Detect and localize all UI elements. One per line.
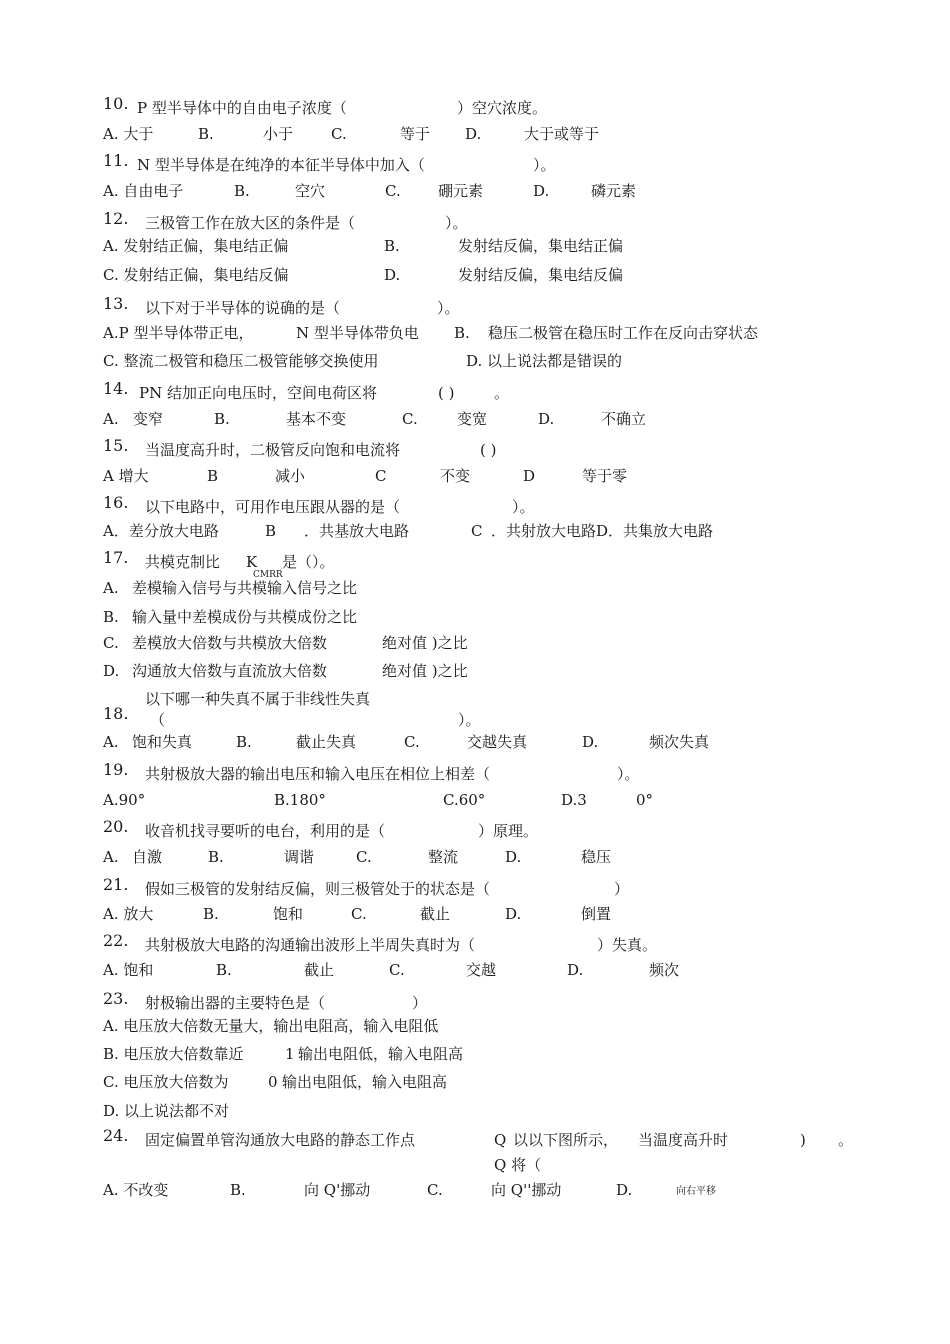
option-text: 基本不变 bbox=[286, 410, 347, 428]
option-text: D. 以上说法都不对 bbox=[103, 1102, 230, 1120]
option-text: 绝对值 )之比 bbox=[382, 662, 468, 680]
option-text: 绝对值 )之比 bbox=[382, 634, 468, 652]
option-text: 减小 bbox=[275, 467, 306, 485]
option-text: A. 大于 bbox=[103, 125, 154, 143]
option-text: D. 以上说法都是错误的 bbox=[466, 352, 623, 370]
question-number: 11. bbox=[103, 151, 129, 170]
option-text: 等于零 bbox=[582, 467, 628, 485]
option-letter: D. bbox=[103, 662, 120, 680]
option-letter: C. bbox=[356, 848, 372, 866]
option-letter: D. bbox=[505, 848, 522, 866]
option-text: ．共射放大电路D．共集放大电路 bbox=[491, 522, 714, 540]
option-text: 磷元素 bbox=[591, 182, 637, 200]
question-stem: ( ) bbox=[480, 441, 497, 459]
option-letter: B. bbox=[208, 848, 224, 866]
option-letter: B. bbox=[214, 410, 230, 428]
option-letter: B bbox=[207, 467, 219, 485]
option-letter: A. bbox=[103, 410, 119, 428]
option-letter: C. bbox=[402, 410, 418, 428]
question-stem: ）原理。 bbox=[478, 822, 539, 840]
question-stem-subscript: CMRR bbox=[253, 570, 283, 580]
option-letter: C. bbox=[389, 961, 405, 979]
option-text: 小于 bbox=[263, 125, 294, 143]
question-stem: 以下哪一种失真不属于非线性失真 bbox=[145, 690, 371, 708]
option-text: A. 放大 bbox=[103, 905, 154, 923]
option-text: ．共基放大电路 bbox=[304, 522, 410, 540]
option-letter: B. bbox=[203, 905, 219, 923]
option-text: 发射结反偏，集电结正偏 bbox=[458, 237, 624, 255]
question-stem: ）。 bbox=[458, 711, 481, 729]
option-text: A. 发射结正偏，集电结正偏 bbox=[103, 237, 289, 255]
option-text: A. 饱和 bbox=[103, 961, 154, 979]
option-text: A. 自由电子 bbox=[103, 182, 184, 200]
option-text: 不确立 bbox=[601, 410, 647, 428]
question-stem: 。 bbox=[838, 1131, 854, 1149]
question-stem: 以下电路中，可用作电压跟从器的是（ bbox=[145, 498, 401, 516]
option-letter: D. bbox=[616, 1181, 633, 1199]
option-text: 差模输入信号与共模输入信号之比 bbox=[132, 579, 358, 597]
question-stem: ）。 bbox=[437, 299, 460, 317]
option-text: A 增大 bbox=[103, 467, 149, 485]
question-number: 19. bbox=[103, 760, 129, 779]
option-letter: B. bbox=[454, 324, 470, 342]
question-stem: 固定偏置单管沟通放大电路的静态工作点 bbox=[145, 1131, 416, 1149]
question-stem: 假如三极管的发射结反偏，则三极管处于的状态是（ bbox=[145, 880, 491, 898]
option-text: 差模放大倍数与共模放大倍数 bbox=[132, 634, 328, 652]
option-text: 向 Q'挪动 bbox=[304, 1181, 371, 1199]
option-letter: D. bbox=[567, 961, 584, 979]
option-text: 饱和 bbox=[273, 905, 304, 923]
option-text: 稳压 bbox=[581, 848, 612, 866]
option-text: C.60° bbox=[443, 791, 486, 809]
question-stem: 当温度高升时 bbox=[638, 1131, 729, 1149]
option-text: 发射结反偏，集电结反偏 bbox=[458, 266, 624, 284]
option-letter: C bbox=[471, 522, 483, 540]
option-letter: D. bbox=[582, 733, 599, 751]
option-text: 0 bbox=[268, 1073, 278, 1091]
question-number: 24. bbox=[103, 1126, 129, 1145]
question-number: 10. bbox=[103, 94, 129, 113]
option-letter: D bbox=[523, 467, 536, 485]
option-letter: B. bbox=[234, 182, 250, 200]
question-stem: Q bbox=[494, 1131, 507, 1149]
option-letter: B bbox=[265, 522, 277, 540]
option-text: 稳压二极管在稳压时工作在反向击穿状态 bbox=[488, 324, 759, 342]
question-stem: ( ) bbox=[438, 384, 455, 402]
question-stem: ）空穴浓度。 bbox=[457, 99, 548, 117]
option-text: 不变 bbox=[440, 467, 471, 485]
question-number: 23. bbox=[103, 989, 129, 1008]
option-text: 变宽 bbox=[457, 410, 488, 428]
question-number: 13. bbox=[103, 294, 129, 313]
option-letter: A. bbox=[103, 733, 119, 751]
option-text: 输出电阻低，输入电阻高 bbox=[282, 1073, 448, 1091]
option-letter: D. bbox=[465, 125, 482, 143]
question-number: 17. bbox=[103, 548, 129, 567]
question-stem: 。 bbox=[494, 384, 510, 402]
option-text: 大于或等于 bbox=[524, 125, 600, 143]
option-text: 自激 bbox=[132, 848, 163, 866]
question-stem: 射极输出器的主要特色是（ bbox=[145, 994, 326, 1012]
question-stem: ）。 bbox=[617, 765, 640, 783]
question-stem: Q 将（ bbox=[494, 1156, 542, 1174]
option-text: A．差分放大电路 bbox=[103, 522, 219, 540]
question-stem: 共射极放大器的输出电压和输入电压在相位上相差（ bbox=[145, 765, 491, 783]
option-text: 硼元素 bbox=[438, 182, 484, 200]
option-text: 沟通放大倍数与直流放大倍数 bbox=[132, 662, 328, 680]
question-stem: 三极管工作在放大区的条件是（ bbox=[145, 214, 356, 232]
option-text: 交越失真 bbox=[467, 733, 528, 751]
question-number: 14. bbox=[103, 379, 129, 398]
option-letter: A. bbox=[103, 579, 119, 597]
option-letter: C. bbox=[427, 1181, 443, 1199]
question-stem: ）。 bbox=[533, 156, 556, 174]
option-text: C. 发射结正偏，集电结反偏 bbox=[103, 266, 289, 284]
option-letter: B. bbox=[236, 733, 252, 751]
option-letter: D. bbox=[538, 410, 555, 428]
option-text: N 型半导体带负电 bbox=[296, 324, 419, 342]
option-text: 调谐 bbox=[284, 848, 315, 866]
option-text: 输入量中差模成份与共模成份之比 bbox=[132, 608, 358, 626]
option-letter: D. bbox=[533, 182, 550, 200]
question-stem: ） bbox=[412, 994, 428, 1012]
option-text: A. 不改变 bbox=[103, 1181, 169, 1199]
option-letter: C. bbox=[103, 634, 119, 652]
question-stem-symbol: K bbox=[246, 553, 258, 571]
option-letter: B. bbox=[216, 961, 232, 979]
question-stem: ）失真。 bbox=[597, 936, 658, 954]
question-stem: P 型半导体中的自由电子浓度（ bbox=[137, 99, 347, 117]
option-letter: B. bbox=[103, 608, 119, 626]
question-number: 22. bbox=[103, 931, 129, 950]
option-text: B.180° bbox=[274, 791, 326, 809]
question-stem: 共射极放大电路的沟通输出波形上半周失真时为（ bbox=[145, 936, 476, 954]
question-stem: ） bbox=[614, 880, 630, 898]
option-letter: D. bbox=[505, 905, 522, 923]
question-number: 16. bbox=[103, 493, 129, 512]
option-text: 向 Q''挪动 bbox=[491, 1181, 562, 1199]
option-text: 空穴 bbox=[295, 182, 326, 200]
option-text: 截止 bbox=[304, 961, 335, 979]
option-text: A. 电压放大倍数无量大，输出电阻高，输入电阻低 bbox=[103, 1017, 439, 1035]
question-stem: N 型半导体是在纯净的本征半导体中加入（ bbox=[137, 156, 425, 174]
question-stem: ) bbox=[800, 1131, 806, 1149]
option-text: C. 整流二极管和稳压二极管能够交换使用 bbox=[103, 352, 379, 370]
option-letter: C. bbox=[385, 182, 401, 200]
option-text: 饱和失真 bbox=[132, 733, 193, 751]
option-text: B. 电压放大倍数靠近 bbox=[103, 1045, 244, 1063]
option-letter: C. bbox=[351, 905, 367, 923]
question-stem: 共模克制比 bbox=[145, 553, 221, 571]
question-stem: PN 结加正向电压时，空间电荷区将 bbox=[139, 384, 377, 402]
option-text: 向右平移 bbox=[676, 1186, 716, 1197]
option-text: 交越 bbox=[466, 961, 497, 979]
question-number: 12. bbox=[103, 209, 129, 228]
question-number: 20. bbox=[103, 817, 129, 836]
option-letter: B. bbox=[198, 125, 214, 143]
question-number: 18. bbox=[103, 704, 129, 723]
question-stem: 以下对于半导体的说确的是（ bbox=[145, 299, 341, 317]
option-text: A.90° bbox=[103, 791, 146, 809]
question-number: 15. bbox=[103, 436, 129, 455]
option-text: 变窄 bbox=[133, 410, 164, 428]
question-stem: （ bbox=[150, 711, 166, 729]
option-text: 截止失真 bbox=[296, 733, 357, 751]
option-letter: C bbox=[375, 467, 387, 485]
question-stem: 收音机找寻要听的电台，利用的是（ bbox=[145, 822, 386, 840]
option-letter: C. bbox=[331, 125, 347, 143]
option-text: 倒置 bbox=[581, 905, 612, 923]
question-number: 21. bbox=[103, 875, 129, 894]
question-stem: ）。 bbox=[445, 214, 468, 232]
option-text: A.P 型半导体带正电， bbox=[103, 324, 254, 342]
question-stem: 是（）。 bbox=[282, 553, 335, 571]
option-letter: B. bbox=[384, 237, 400, 255]
option-letter: A. bbox=[103, 848, 119, 866]
option-text: 0° bbox=[636, 791, 654, 809]
option-text: 输出电阻低，输入电阻高 bbox=[298, 1045, 464, 1063]
option-text: D.3 bbox=[561, 791, 587, 809]
option-text: 1 bbox=[285, 1045, 295, 1063]
option-letter: B. bbox=[230, 1181, 246, 1199]
option-text: 等于 bbox=[400, 125, 431, 143]
option-letter: D. bbox=[384, 266, 401, 284]
option-text: 整流 bbox=[428, 848, 459, 866]
option-letter: C. bbox=[404, 733, 420, 751]
question-stem: 以以下图所示， bbox=[513, 1131, 619, 1149]
question-stem: ）。 bbox=[512, 498, 535, 516]
option-text: 频次 bbox=[649, 961, 680, 979]
option-text: C. 电压放大倍数为 bbox=[103, 1073, 229, 1091]
question-stem: 当温度高升时，二极管反向饱和电流将 bbox=[145, 441, 401, 459]
option-text: 截止 bbox=[420, 905, 451, 923]
option-text: 频次失真 bbox=[649, 733, 710, 751]
